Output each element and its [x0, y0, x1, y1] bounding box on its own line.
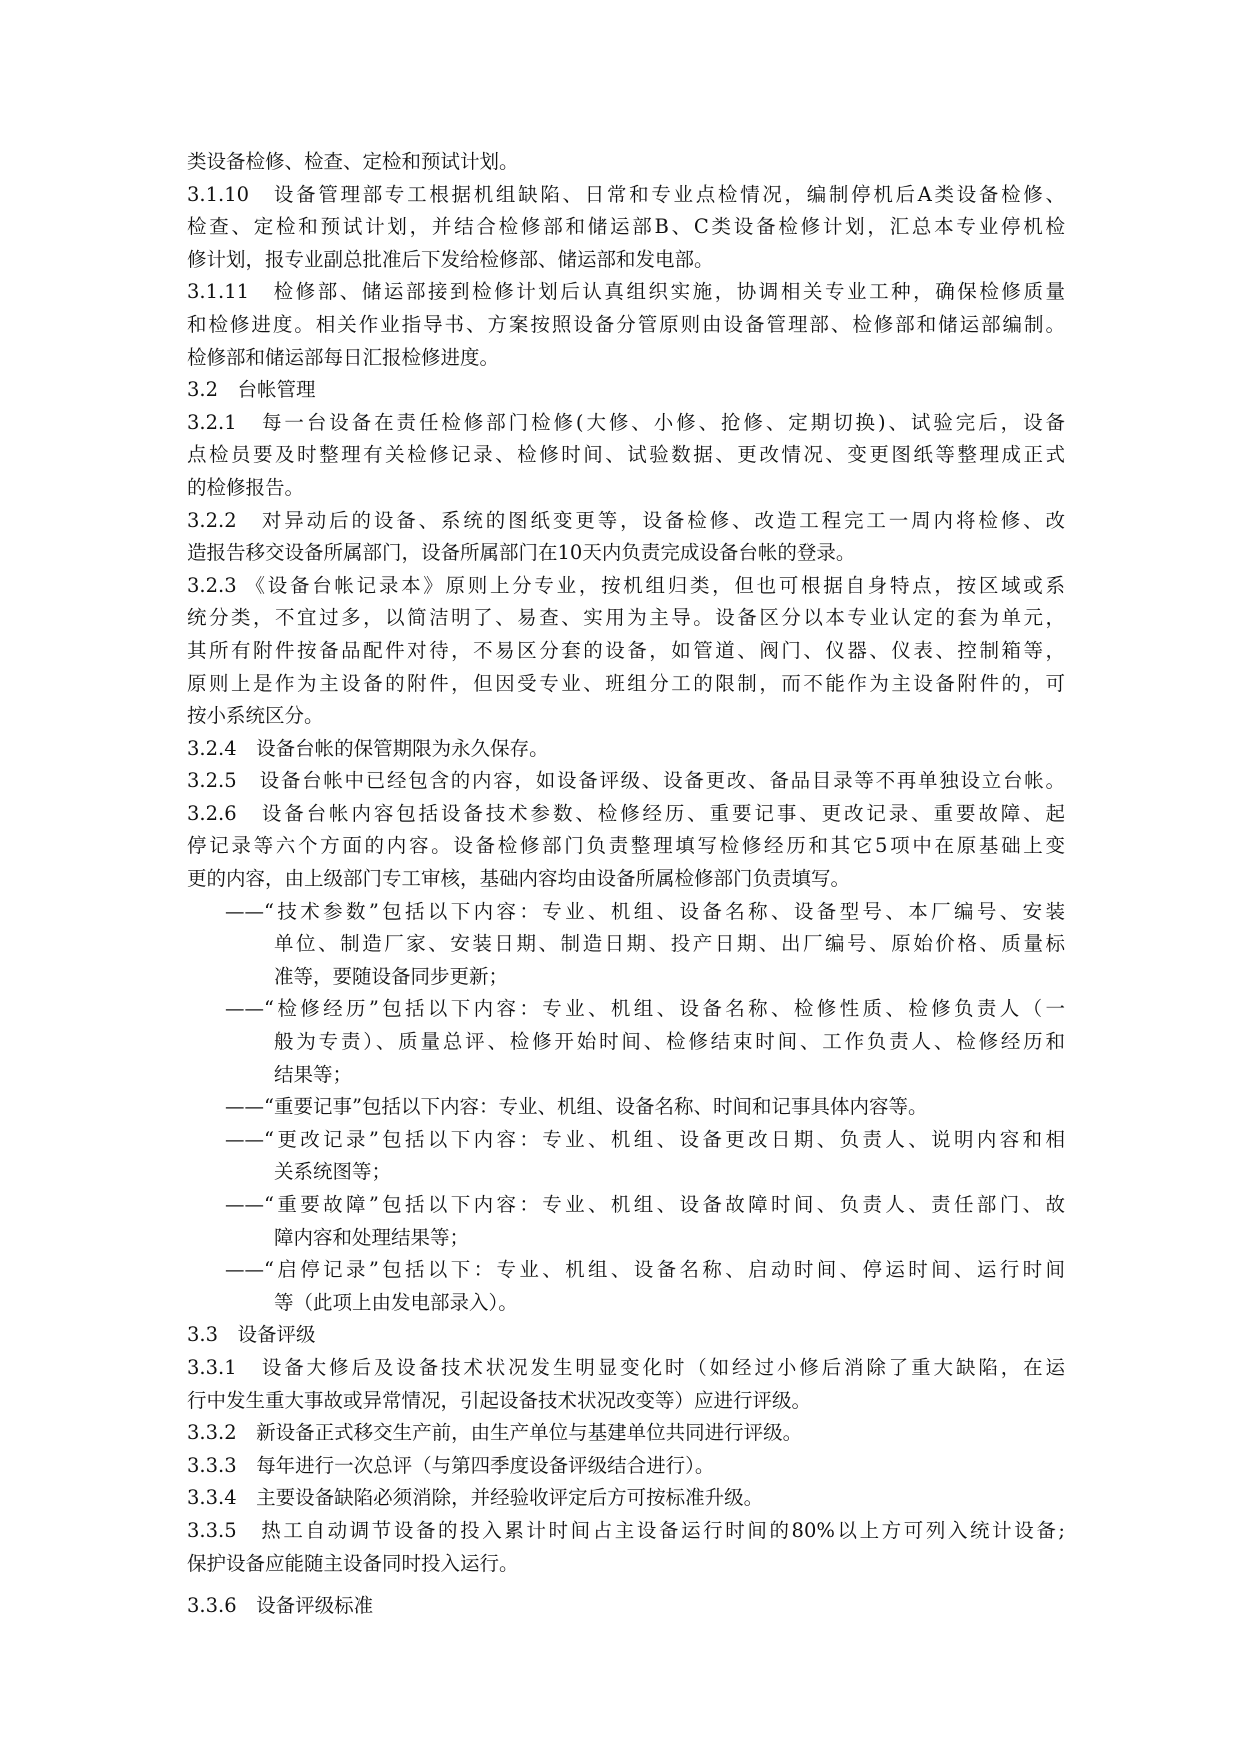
text-line: 更的内容，由上级部门专工审核，基础内容均由设备所属检修部门负责填写。	[187, 867, 851, 891]
text-line: 行中发生重大事故或异常情况，引起设备技术状况改变等）应进行评级。	[187, 1388, 812, 1412]
text-line: 3.3.6 设备评级标准	[187, 1594, 374, 1618]
list-item-continuation-line: 等（此项上由发电部录入）。	[274, 1290, 518, 1314]
text-line: 3.3 设备评级	[187, 1323, 316, 1347]
list-item-line: ——“技术参数”包括以下内容：专业、机组、设备名称、设备型号、本厂编号、安装	[225, 899, 1065, 923]
text-line: 停记录等六个方面的内容。设备检修部门负责整理填写检修经历和其它5项中在原基础上变	[187, 834, 1065, 858]
list-item-line: ——“重要故障”包括以下内容：专业、机组、设备故障时间、负责人、责任部门、故	[225, 1193, 1065, 1216]
text-line: 点检员要及时整理有关检修记录、检修时间、试验数据、更改情况、变更图纸等整理成正式	[187, 443, 1065, 467]
text-line: 统分类，不宜过多，以简洁明了、易查、实用为主导。设备区分以本专业认定的套为单元，	[187, 606, 1065, 630]
list-item-continuation-line: 关系统图等；	[274, 1160, 392, 1184]
list-item-line: ——“检修经历”包括以下内容：专业、机组、设备名称、检修性质、检修负责人（一	[225, 997, 1065, 1021]
text-line: 其所有附件按备品配件对待，不易区分套的设备，如管道、阀门、仪器、仪表、控制箱等，	[187, 638, 1065, 662]
text-line: 3.3.1 设备大修后及设备技术状况发生明显变化时（如经过小修后消除了重大缺陷，在运	[187, 1355, 1065, 1379]
text-line: 3.2 台帐管理	[187, 378, 316, 402]
text-line: 3.3.3 每年进行一次总评（与第四季度设备评级结合进行）。	[187, 1453, 715, 1477]
text-line: 按小系统区分。	[187, 704, 324, 728]
text-line: 3.2.2 对异动后的设备、系统的图纸变更等，设备检修、改造工程完工一周内将检修、改	[187, 508, 1065, 532]
list-item-line: ——“启停记录”包括以下：专业、机组、设备名称、启动时间、停运时间、运行时间	[225, 1258, 1065, 1282]
text-line: 造报告移交设备所属部门，设备所属部门在10天内负责完成设备台帐的登录。	[187, 541, 856, 565]
document-page	[187, 146, 1065, 1623]
text-line: 3.2.4 设备台帐的保管期限为永久保存。	[187, 736, 549, 760]
text-line: 3.2.1 每一台设备在责任检修部门检修(大修、小修、抢修、定期切换)、试验完后，设备	[187, 410, 1065, 434]
text-line: 保护设备应能随主设备同时投入运行。	[187, 1551, 519, 1575]
text-line: 3.1.10 设备管理部专工根据机组缺陷、日常和专业点检情况，编制停机后A类设备检修、	[187, 182, 1065, 206]
text-line: 修计划，报专业副总批准后下发给检修部、储运部和发电部。	[187, 247, 714, 271]
text-line: 的检修报告。	[187, 475, 305, 499]
list-item-continuation-line: 障内容和处理结果等；	[274, 1225, 470, 1249]
text-line: 检查、定检和预试计划，并结合检修部和储运部B、C类设备检修计划，汇总本专业停机检	[187, 215, 1065, 239]
text-line: 原则上是作为主设备的附件，但因受专业、班组分工的限制，而不能作为主设备附件的，可	[187, 671, 1065, 695]
list-item-continuation-line: 准等，要随设备同步更新；	[274, 964, 509, 988]
text-line: 3.3.4 主要设备缺陷必须消除，并经验收评定后方可按标准升级。	[187, 1486, 764, 1510]
list-item-line: ——“更改记录”包括以下内容：专业、机组、设备更改日期、负责人、说明内容和相	[225, 1127, 1065, 1151]
list-item-continuation-line: 单位、制造厂家、安装日期、制造日期、投产日期、出厂编号、原始价格、质量标	[274, 932, 1065, 956]
text-line: 3.2.3 《设备台帐记录本》原则上分专业，按机组归类，但也可根据自身特点，按区域或系	[187, 573, 1065, 597]
text-line: 3.3.5 热工自动调节设备的投入累计时间占主设备运行时间的80%以上方可列入统计设备;	[187, 1518, 1065, 1542]
text-line: 检修部和储运部每日汇报检修进度。	[187, 345, 500, 369]
text-line: 3.2.6 设备台帐内容包括设备技术参数、检修经历、重要记事、更改记录、重要故障、起	[187, 801, 1065, 825]
list-item-continuation-line: 般为专责）、质量总评、检修开始时间、检修结束时间、工作负责人、检修经历和	[274, 1030, 1065, 1054]
text-line: 类设备检修、检查、定检和预试计划。	[187, 150, 519, 173]
text-line: 和检修进度。相关作业指导书、方案按照设备分管原则由设备管理部、检修部和储运部编制。	[187, 312, 1065, 336]
list-item-line: ——“重要记事”包括以下内容：专业、机组、设备名称、时间和记事具体内容等。	[225, 1095, 928, 1119]
text-line: 3.1.11 检修部、储运部接到检修计划后认真组织实施，协调相关专业工种，确保检修质量	[187, 280, 1065, 304]
list-item-continuation-line: 结果等；	[274, 1062, 353, 1086]
text-line: 3.2.5 设备台帐中已经包含的内容，如设备评级、设备更改、备品目录等不再单独设立台帐。	[187, 769, 1065, 793]
paragraph-gap	[187, 1580, 1065, 1590]
text-line: 3.3.2 新设备正式移交生产前，由生产单位与基建单位共同进行评级。	[187, 1421, 803, 1445]
